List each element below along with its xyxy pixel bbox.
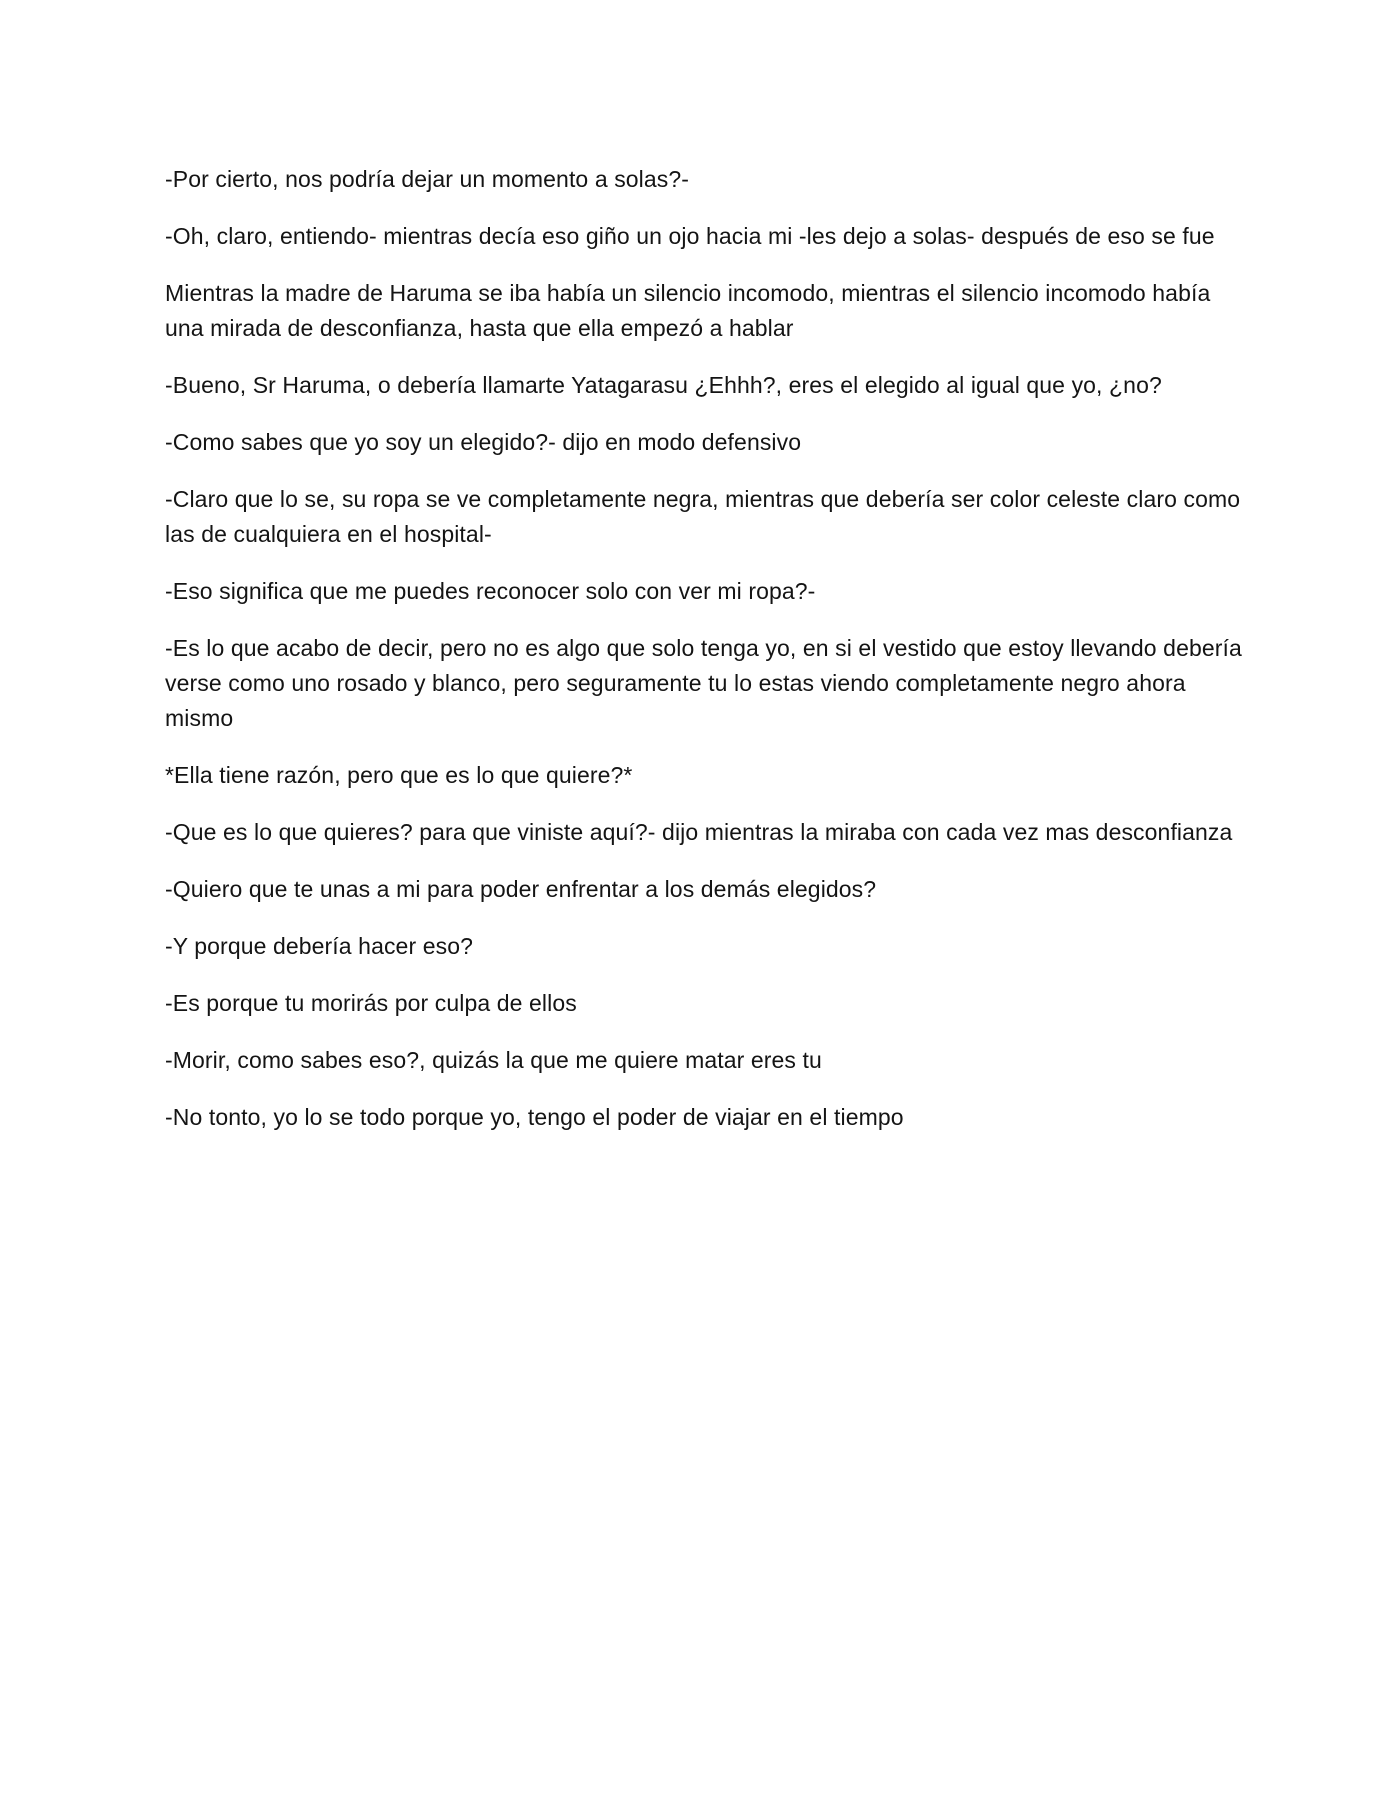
paragraph-3: Mientras la madre de Haruma se iba había un silencio incomodo, mientras el silencio incomodo había una mirada de desconfianza, hasta que ella empezó a hablar [165,280,1211,341]
paragraph-9: *Ella tiene razón, pero que es lo que quiere?* [165,762,633,788]
paragraph-2: -Oh, claro, entiendo- mientras decía eso giño un ojo hacia mi -les dejo a solas- después de eso se fue [165,223,1215,249]
paragraph-12: -Y porque debería hacer eso? [165,933,473,959]
paragraph-7: -Eso significa que me puedes reconocer solo con ver mi ropa?- [165,578,816,604]
paragraph-15: -No tonto, yo lo se todo porque yo, tengo el poder de viajar en el tiempo [165,1104,904,1130]
paragraph-1: -Por cierto, nos podría dejar un momento a solas?- [165,166,690,192]
paragraph-11: -Quiero que te unas a mi para poder enfrentar a los demás elegidos? [165,876,877,902]
paragraph-5: -Como sabes que yo soy un elegido?- dijo en modo defensivo [165,429,802,455]
paragraph-6: -Claro que lo se, su ropa se ve completamente negra, mientras que debería ser color celeste claro como las de cualquiera en el hospital- [165,486,1241,547]
paragraph-14: -Morir, como sabes eso?, quizás la que me quiere matar eres tu [165,1047,822,1073]
paragraph-4: -Bueno, Sr Haruma, o debería llamarte Yatagarasu ¿Ehhh?, eres el elegido al igual que yo, ¿no? [165,372,1162,398]
paragraph-8: -Es lo que acabo de decir, pero no es algo que solo tenga yo, en si el vestido que estoy llevando debería verse como uno rosado y blanco, pero seguramente tu lo estas viendo completamente negro ahora mismo [165,635,1242,731]
paragraph-10: -Que es lo que quieres? para que viniste aquí?- dijo mientras la miraba con cada vez mas desconfianza [165,819,1233,845]
document-body [165,162,1245,1157]
paragraph-13: -Es porque tu morirás por culpa de ellos [165,990,577,1016]
